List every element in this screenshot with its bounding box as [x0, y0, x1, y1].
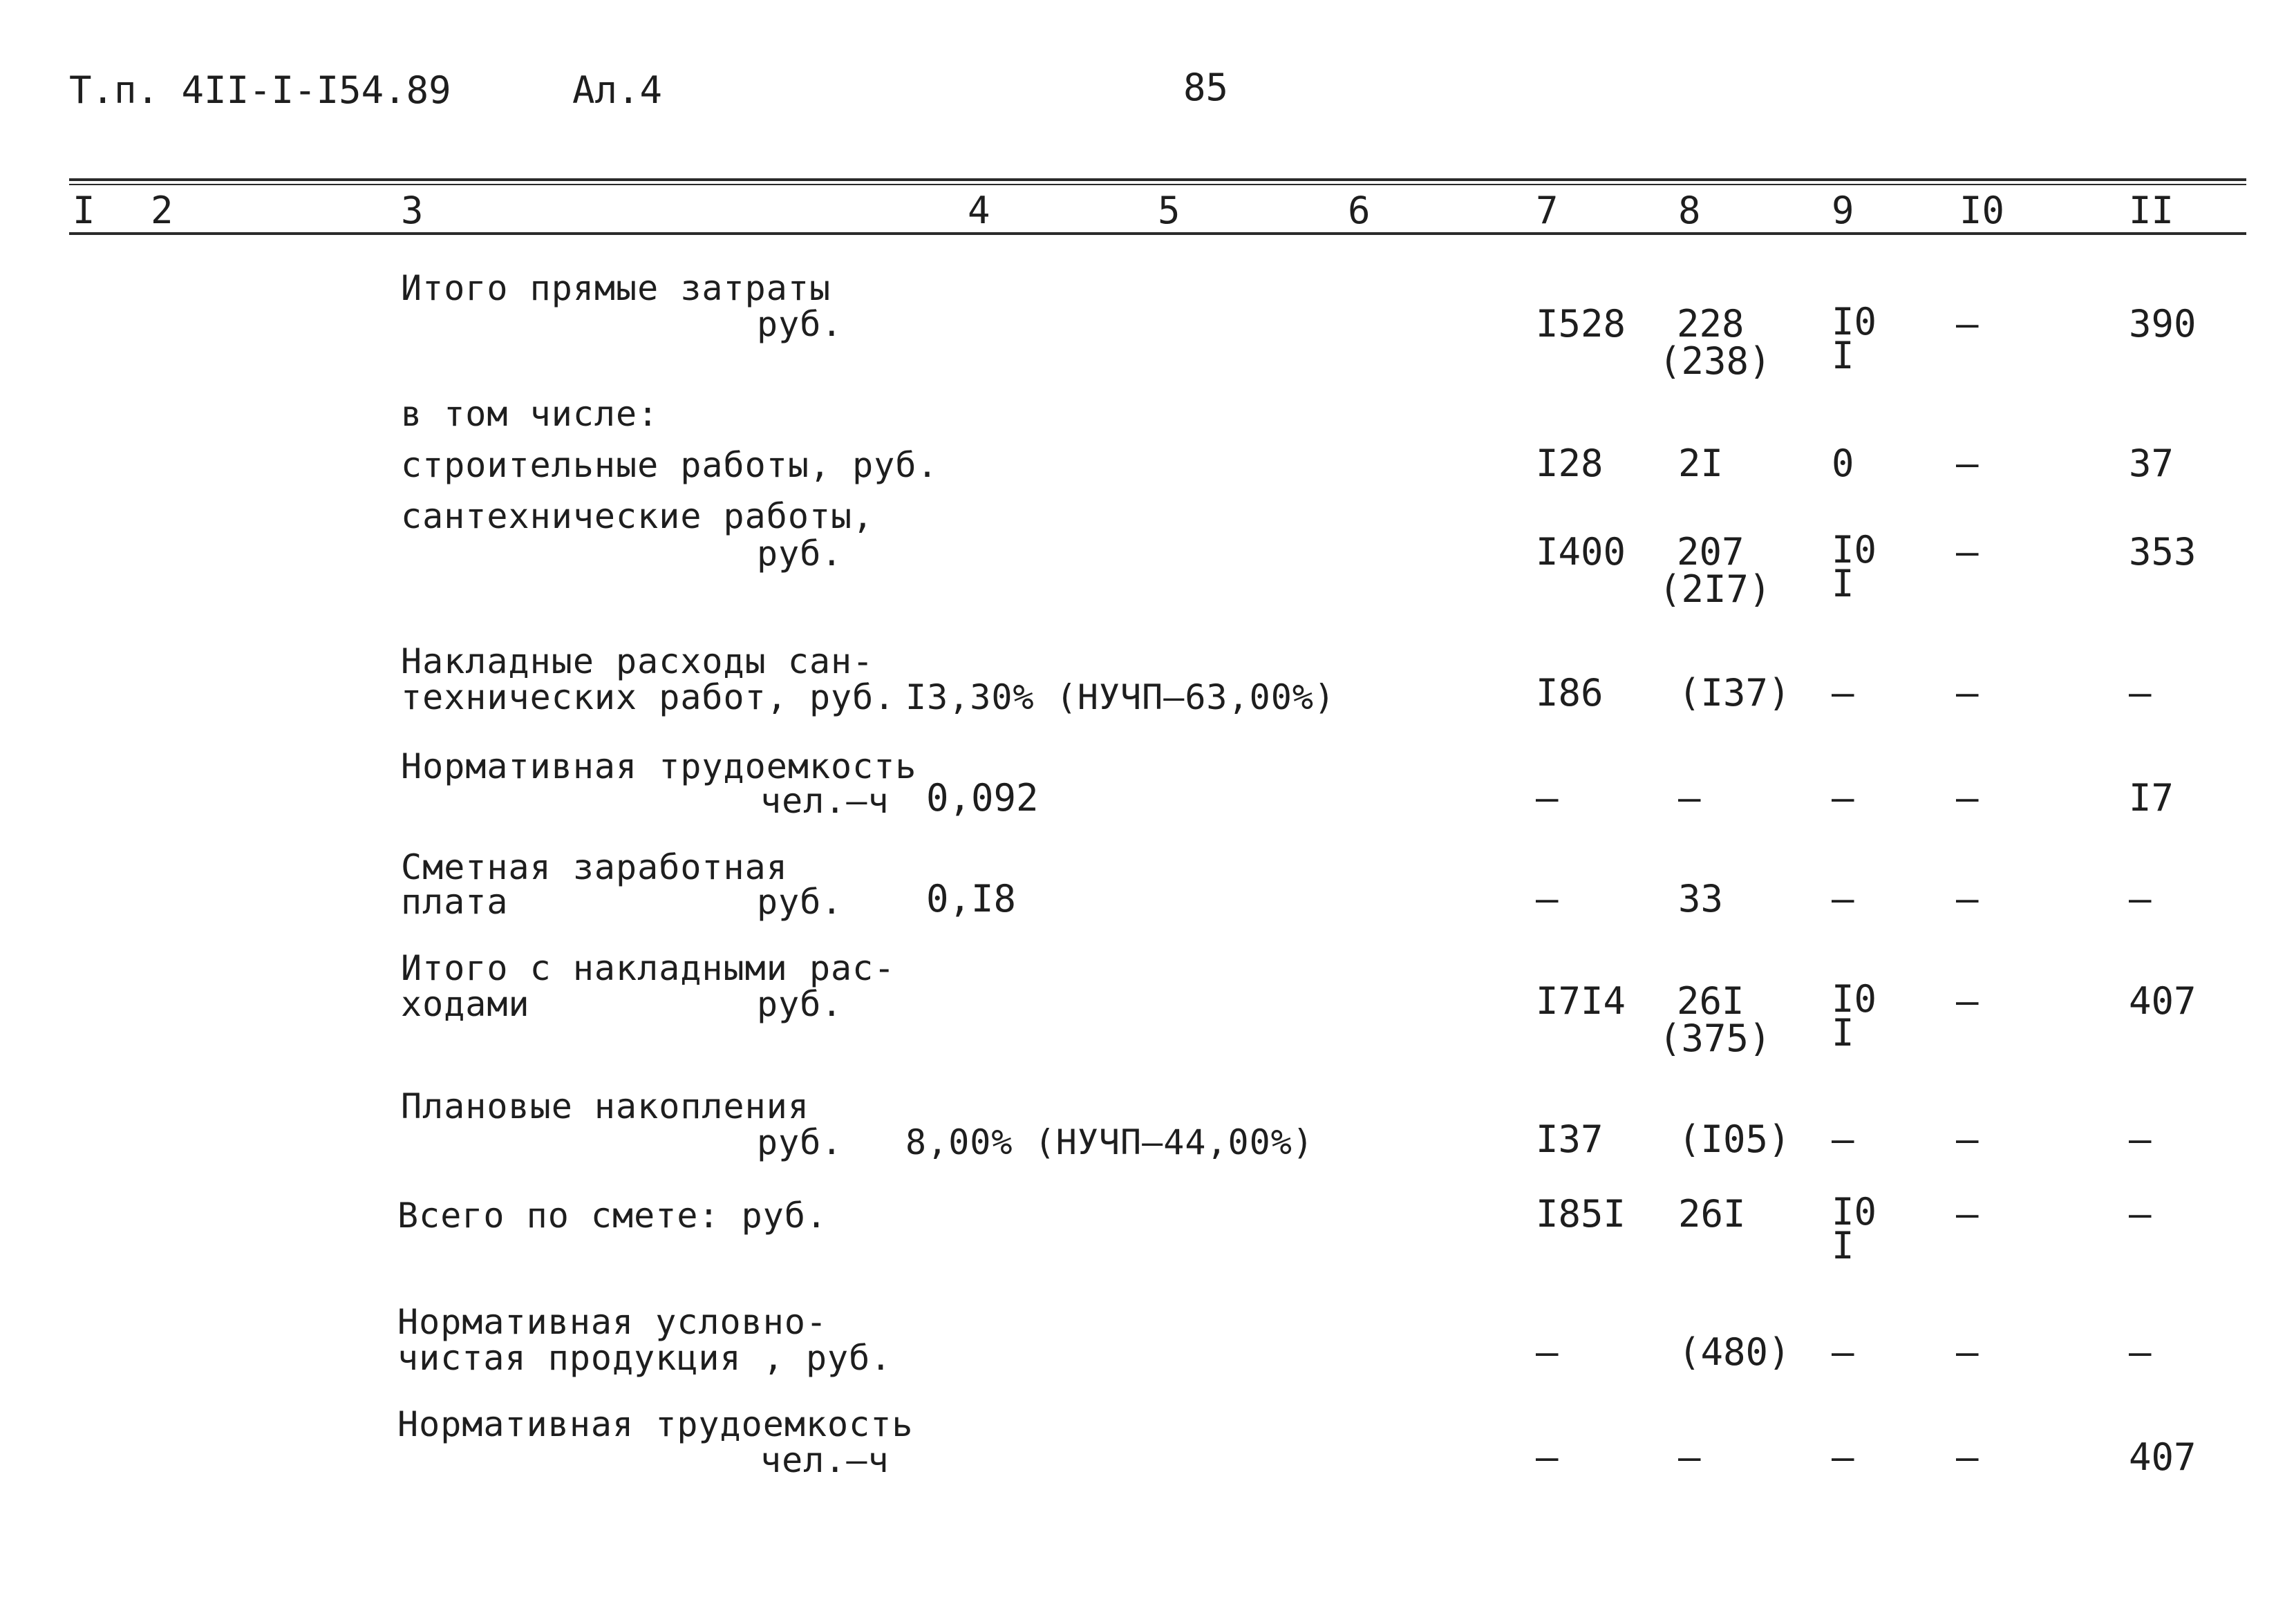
cell-col8-value: 228: [1677, 302, 1745, 346]
row-name-unit: руб.: [757, 304, 843, 344]
cell-col9: [1832, 1190, 1877, 1267]
row-name-line1: Нормативная условно-: [397, 1302, 828, 1342]
row-name-line1: Сметная заработная: [401, 847, 788, 887]
cell-col9: –: [1832, 1435, 1854, 1479]
cell-col4: 0,I8: [926, 877, 1017, 920]
cell-col9: 0: [1832, 442, 1854, 485]
column-header-7: 7: [1536, 189, 1559, 232]
cell-col9: [1832, 300, 1877, 377]
cell-col11: 407: [2129, 979, 2197, 1023]
cell-col9: –: [1832, 776, 1854, 820]
column-header-10: I0: [1959, 189, 2005, 232]
cell-col8: 33: [1678, 877, 1724, 920]
cell-col8: (480): [1678, 1330, 1791, 1374]
column-header-11: II: [2129, 189, 2174, 232]
document-code: Т.п. 4II-I-I54.89: [69, 68, 451, 112]
cell-col8-note: (2I7): [1659, 567, 1771, 611]
row-name-line1: Нормативная трудоемкость: [397, 1404, 914, 1444]
cell-col8: [1659, 302, 1771, 383]
column-header-1: I: [73, 189, 95, 232]
column-header-3: 3: [401, 189, 424, 232]
cell-col10: –: [1956, 1435, 1979, 1479]
cell-col9: [1832, 528, 1877, 605]
cell-col9-note: I: [1832, 333, 1854, 377]
row-name-line1: Плановые накопления: [401, 1086, 809, 1126]
cell-col9: –: [1832, 1117, 1854, 1161]
cell-col11: 37: [2129, 442, 2174, 485]
row-name-unit: руб.: [757, 882, 843, 922]
cell-col9-value: I0: [1832, 977, 1877, 1021]
cell-col10: –: [1956, 1117, 1979, 1161]
cell-col8-note: (375): [1659, 1017, 1771, 1060]
row-name-line1: Итого прямые затраты: [401, 268, 831, 308]
row-name-line1: Накладные расходы сан-: [401, 641, 874, 681]
cell-col8-note: (238): [1659, 339, 1771, 383]
column-header-4: 4: [968, 189, 990, 232]
table-header-bottom-rule: [69, 232, 2246, 235]
cell-col10: –: [1956, 442, 1979, 485]
cell-col9: –: [1832, 671, 1854, 715]
cell-col7: –: [1536, 1330, 1559, 1374]
cell-col8-value: 207: [1677, 530, 1745, 574]
cell-col7: I528: [1536, 302, 1626, 346]
row-name-line1: строительные работы, руб.: [401, 445, 939, 485]
column-header-9: 9: [1832, 189, 1854, 232]
cell-col8: –: [1678, 1435, 1701, 1479]
cell-col9-note: I: [1832, 1223, 1854, 1267]
column-header-5: 5: [1158, 189, 1181, 232]
cell-col7: I7I4: [1536, 979, 1626, 1023]
cell-col7: I28: [1536, 442, 1604, 485]
cell-col9: –: [1832, 1330, 1854, 1374]
cell-col11: I7: [2129, 776, 2174, 820]
cell-col11: 407: [2129, 1435, 2197, 1479]
cell-col11: –: [2129, 1192, 2152, 1236]
table-top-rule: [69, 178, 2246, 181]
cell-col10: –: [1956, 877, 1979, 920]
cell-col8: [1659, 530, 1771, 611]
row-name-line2: плата: [401, 882, 509, 922]
cell-col9-note: I: [1832, 1010, 1854, 1055]
row-name-unit: руб.: [757, 984, 843, 1024]
cell-col4: I3,30% (НУЧП–63,00%): [905, 677, 1336, 717]
row-name-line2: чистая продукция , руб.: [397, 1338, 892, 1378]
row-name-unit: руб.: [757, 1122, 843, 1162]
cell-col9-value: I0: [1832, 528, 1877, 572]
cell-col7: –: [1536, 776, 1559, 820]
cell-col10: –: [1956, 776, 1979, 820]
row-name-line1: Нормативная трудоемкость: [401, 746, 917, 786]
cell-col11: –: [2129, 671, 2152, 715]
cell-col4: 0,092: [926, 776, 1039, 820]
cell-col11: 390: [2129, 302, 2197, 346]
cell-col8: –: [1678, 776, 1701, 820]
row-name-line1: Итого с накладными рас-: [401, 948, 896, 988]
row-name-unit: руб.: [757, 534, 843, 574]
cell-col8: (I05): [1678, 1117, 1791, 1161]
cell-col9: [1832, 977, 1877, 1055]
cell-col8: [1659, 979, 1771, 1060]
sheet-label: Ал.4: [572, 68, 663, 112]
cell-col7: –: [1536, 877, 1559, 920]
cell-col8: (I37): [1678, 671, 1791, 715]
cell-col4: 8,00% (НУЧП–44,00%): [905, 1122, 1314, 1162]
column-header-2: 2: [151, 189, 173, 232]
cell-col9-note: I: [1832, 561, 1854, 605]
cell-col10: –: [1956, 530, 1979, 574]
row-name-line2: ходами: [401, 984, 530, 1024]
cell-col7: I400: [1536, 530, 1626, 574]
cell-col11: 353: [2129, 530, 2197, 574]
column-header-8: 8: [1678, 189, 1701, 232]
column-header-6: 6: [1348, 189, 1371, 232]
cell-col9-value: I0: [1832, 1190, 1877, 1234]
cell-col10: –: [1956, 1192, 1979, 1236]
cell-col9-value: I0: [1832, 300, 1877, 343]
cell-col11: –: [2129, 877, 2152, 920]
cell-col10: –: [1956, 1330, 1979, 1374]
table-top-rule-inner: [69, 184, 2246, 185]
cell-col9: –: [1832, 877, 1854, 920]
row-name-line2: технических работ, руб.: [401, 677, 896, 717]
row-name-line1: в том числе:: [401, 394, 659, 434]
cell-col10: –: [1956, 302, 1979, 346]
cell-col8-value: 26I: [1677, 979, 1745, 1023]
cell-col7: –: [1536, 1435, 1559, 1479]
cell-col8: 26I: [1678, 1192, 1746, 1236]
cell-col11: –: [2129, 1117, 2152, 1161]
cell-col7: I37: [1536, 1117, 1604, 1161]
row-name-unit: чел.–ч: [760, 781, 890, 821]
page-number: 85: [1183, 66, 1229, 109]
row-name-line1: сантехнические работы,: [401, 496, 874, 536]
cell-col11: –: [2129, 1330, 2152, 1374]
cell-col8: 2I: [1678, 442, 1724, 485]
row-name-unit: чел.–ч: [760, 1440, 890, 1480]
cell-col7: I86: [1536, 671, 1604, 715]
cell-col10: –: [1956, 671, 1979, 715]
row-name-line1: Всего по смете: руб.: [397, 1196, 828, 1236]
cell-col7: I85I: [1536, 1192, 1626, 1236]
cell-col10: –: [1956, 979, 1979, 1023]
